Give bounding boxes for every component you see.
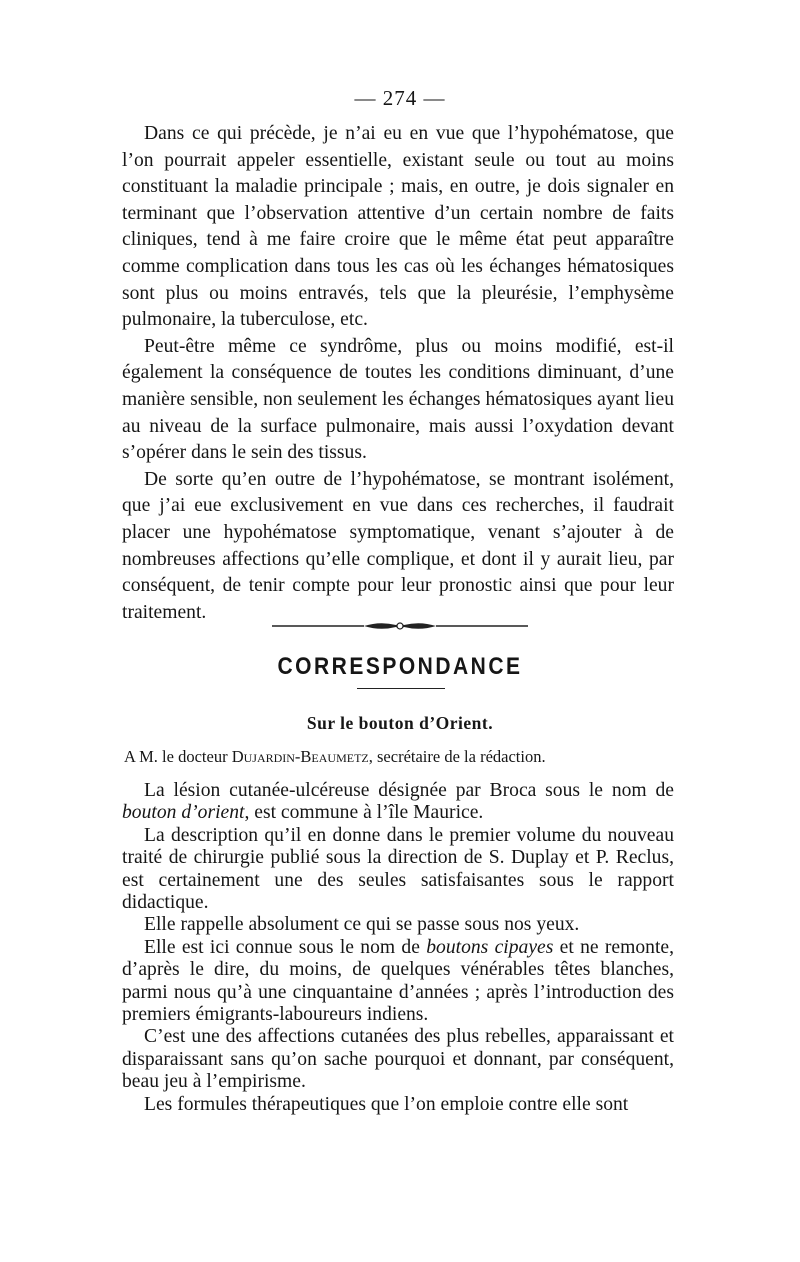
paragraph: Peut-être même ce syndrôme, plus ou moins modifié, est-il également la conséquence de toutes les conditions diminuant, d’une manière sensible, non seulement les échanges hématosiques ayant lieu au niveau de la surface pulmonaire, mais aussi l’oxydation devant s’opérer dans le sein des tissus. (122, 335, 674, 464)
section1-text (122, 121, 674, 626)
letter-text (122, 780, 674, 1116)
paragraph: Les formules thérapeutiques que l’on emploie contre elle sont (144, 1093, 629, 1115)
address-prefix: A M. le docteur (124, 747, 228, 766)
text: et ne remonte, d’après le dire, du moins, de quelques vénérables têtes blanches, parmi nous qu’à une cinquantaine d’années ; après l’introduction des premiers émigrants-laboureurs indiens. (122, 936, 674, 1026)
letter-title: Sur le bouton d’Orient. (306, 713, 494, 733)
text: La lésion cutanée-ulcéreuse désignée par Broca sous le nom de (144, 780, 674, 801)
address-name: Dujardin-Beaumetz (231, 747, 369, 766)
italic-term: boutons cipayes (426, 936, 554, 958)
italic-term: bouton d’orient (122, 802, 245, 824)
ornamental-divider (272, 619, 528, 633)
paragraph: Elle rappelle absolument ce qui se passe sous nos yeux. (144, 914, 580, 936)
paragraph (122, 780, 674, 825)
heading-rule (357, 688, 445, 689)
paragraph: Dans ce qui précède, je n’ai eu en vue que l’hypohématose, que l’on pourrait appeler essentielle, existant seule ou tout au moins constituant la maladie principale ; mais, en outre, je dois signaler en terminant que l’observation attentive d’un certain nombre de faits cliniques, tend à me faire croire que le même état peut apparaître comme complication dans tous les cas où les échanges hématosiques sont plus ou moins entravés, tels que la pleurésie, l’emphysème pulmonaire, la tuberculose, etc. (122, 123, 674, 331)
address-suffix: , secrétaire de la rédaction. (368, 747, 546, 766)
paragraph (122, 937, 674, 1027)
text: Elle est ici connue sous le nom de (144, 936, 420, 958)
paragraph: La description qu’il en donne dans le premier volume du nouveau traité de chirurgie publié sous la direction de S. Duplay et P. Reclus, est certainement une des seules satisfaisantes sous le rapport didactique. (122, 824, 674, 914)
paragraph: C’est une des affections cutanées des plus rebelles, apparaissant et disparaissant sans qu’on sache pourquoi et donnant, par conséquent, beau jeu à l’empirisme. (122, 1026, 674, 1093)
section-heading: CORRESPONDANCE (277, 653, 523, 680)
page-number: — 274 — (354, 86, 446, 110)
paragraph: De sorte qu’en outre de l’hypohématose, se montrant isolément, que j’ai eue exclusivement en vue dans ces recherches, il faudrait placer une hypohématose symptomatique, venant s’ajouter à de nombreuses affections qu’elle complique, et dont il y aurait lieu, par conséquent, de tenir compte pour leur pronostic ainsi que pour leur traitement. (122, 468, 674, 623)
text: , est commune à l’île Maurice. (244, 802, 484, 824)
letter-address (124, 746, 676, 768)
